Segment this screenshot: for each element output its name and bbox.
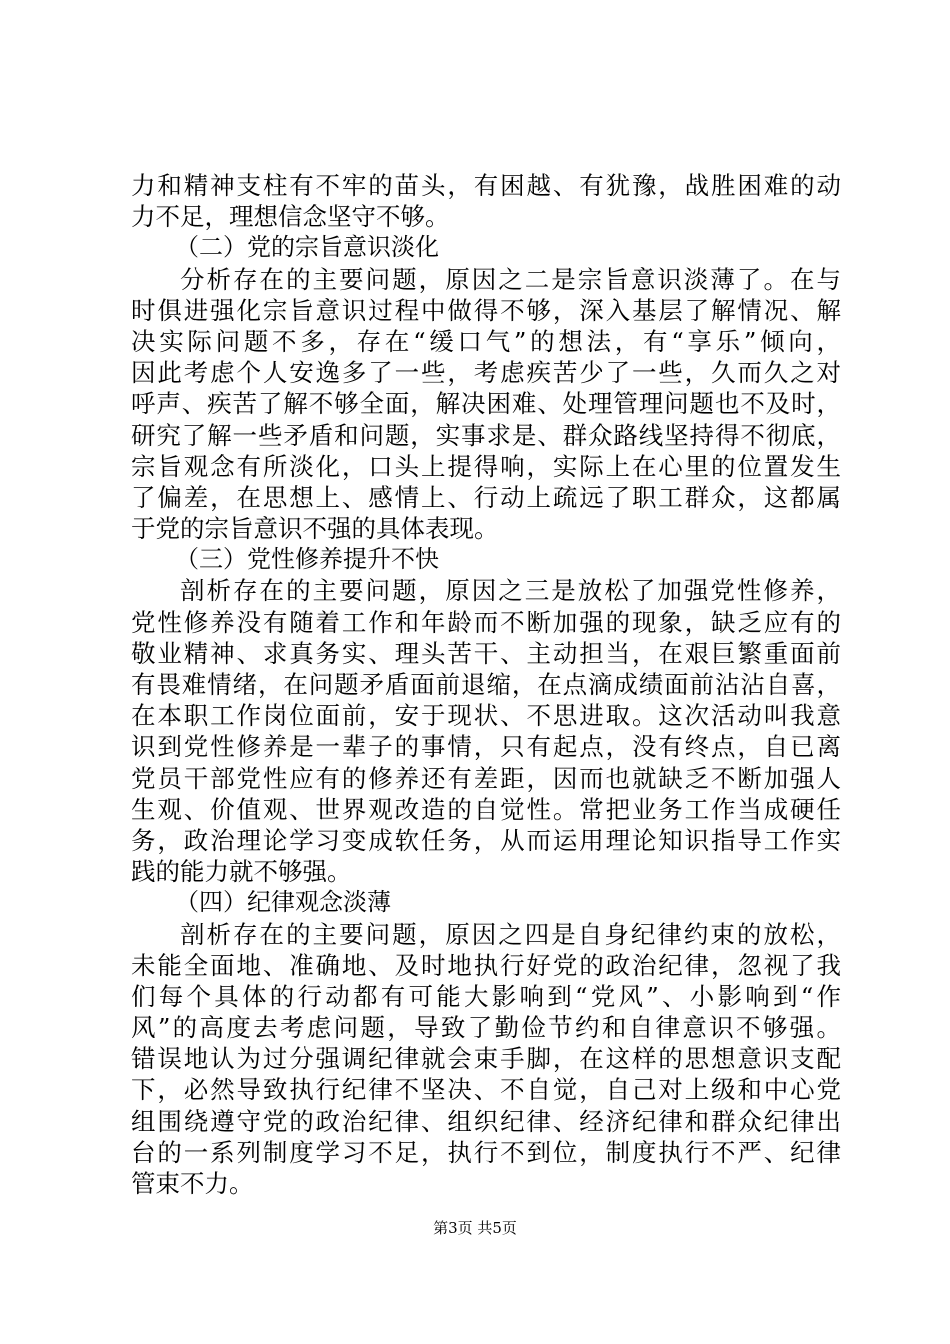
paragraph-line: 风”的高度去考虑问题，导致了勤俭节约和自律意识不够强。 (131, 1013, 841, 1043)
paragraph-line: 剖析存在的主要问题，原因之四是自身纪律约束的放松， (180, 919, 841, 949)
paragraph-line: 有畏难情绪，在问题矛盾面前退缩，在点滴成绩面前沾沾自喜， (131, 670, 841, 699)
page-footer (0, 1218, 950, 1238)
paragraph-line: 敬业精神、求真务实、理头苦干、主动担当，在艰巨繁重面前 (131, 638, 841, 668)
paragraph-line: 了偏差，在思想上、感情上、行动上疏远了职工群众，这都属 (131, 482, 841, 512)
paragraph-line: 管束不力。 (131, 1169, 254, 1198)
paragraph-line: 组围绕遵守党的政治纪律、组织纪律、经济纪律和群众纪律出 (131, 1106, 841, 1136)
paragraph-line: 力和精神支柱有不牢的苗头，有困越、有犹豫，战胜困难的动 (131, 171, 841, 200)
paragraph-line: 党性修养没有随着工作和年龄而不断加强的现象，缺乏应有的 (131, 607, 841, 637)
document-body (131, 170, 841, 1199)
intro-paragraph (131, 170, 841, 232)
page-number: 第3页 共5页 (433, 1219, 517, 1237)
section-2 (131, 232, 841, 544)
paragraph-line: 下，必然导致执行纪律不坚决、不自觉，自己对上级和中心党 (131, 1075, 841, 1105)
section-3 (131, 544, 841, 887)
paragraph-line: 于党的宗旨意识不强的具体表现。 (131, 514, 499, 544)
paragraph-line: 在本职工作岗位面前，安于现状、不思进取。这次活动叫我意 (131, 701, 841, 731)
paragraph-line: 们每个具体的行动都有可能大影响到“党风”、小影响到“作 (131, 981, 841, 1011)
paragraph-line: 力不足，理想信念坚守不够。 (131, 202, 450, 232)
paragraph-line: 宗旨观念有所淡化，口头上提得响，实际上在心里的位置发生 (131, 451, 841, 481)
section-heading: （四）纪律观念淡薄 (175, 888, 391, 917)
paragraph-line: 分析存在的主要问题，原因之二是宗旨意识淡薄了。在与 (180, 264, 841, 294)
paragraph-line: 呼声、疾苦了解不够全面，解决困难、处理管理问题也不及时， (131, 389, 841, 419)
paragraph-line: 党员干部党性应有的修养还有差距，因而也就缺乏不断加强人 (131, 763, 841, 793)
section-heading: （二）党的宗旨意识淡化 (175, 233, 439, 262)
paragraph-line: 时俱进强化宗旨意识过程中做得不够，深入基层了解情况、解 (131, 295, 841, 325)
paragraph-line: 剖析存在的主要问题，原因之三是放松了加强党性修养， (180, 576, 841, 606)
paragraph-line: 践的能力就不够强。 (131, 857, 352, 887)
paragraph-line: 决实际问题不多，存在“缓口气”的想法，有“享乐”倾向， (131, 326, 841, 356)
section-heading: （三）党性修养提升不快 (175, 545, 439, 574)
paragraph-line: 研究了解一些矛盾和问题，实事求是、群众路线坚持得不彻底， (131, 420, 841, 450)
paragraph-line: 未能全面地、准确地、及时地执行好党的政治纪律，忽视了我 (131, 950, 841, 980)
paragraph-line: 识到党性修养是一辈子的事情，只有起点，没有终点，自已离 (131, 732, 841, 762)
paragraph-line: 因此考虑个人安逸多了一些，考虑疾苦少了一些，久而久之对 (131, 358, 841, 388)
paragraph-line: 台的一系列制度学习不足，执行不到位，制度执行不严、纪律 (131, 1137, 841, 1167)
paragraph-line: 生观、价值观、世界观改造的自觉性。常把业务工作当成硬任 (131, 794, 841, 824)
paragraph-line: 错误地认为过分强调纪律就会束手脚，在这样的思想意识支配 (131, 1044, 841, 1074)
section-4 (131, 887, 841, 1199)
paragraph-line: 务，政治理论学习变成软任务，从而运用理论知识指导工作实 (131, 825, 841, 855)
